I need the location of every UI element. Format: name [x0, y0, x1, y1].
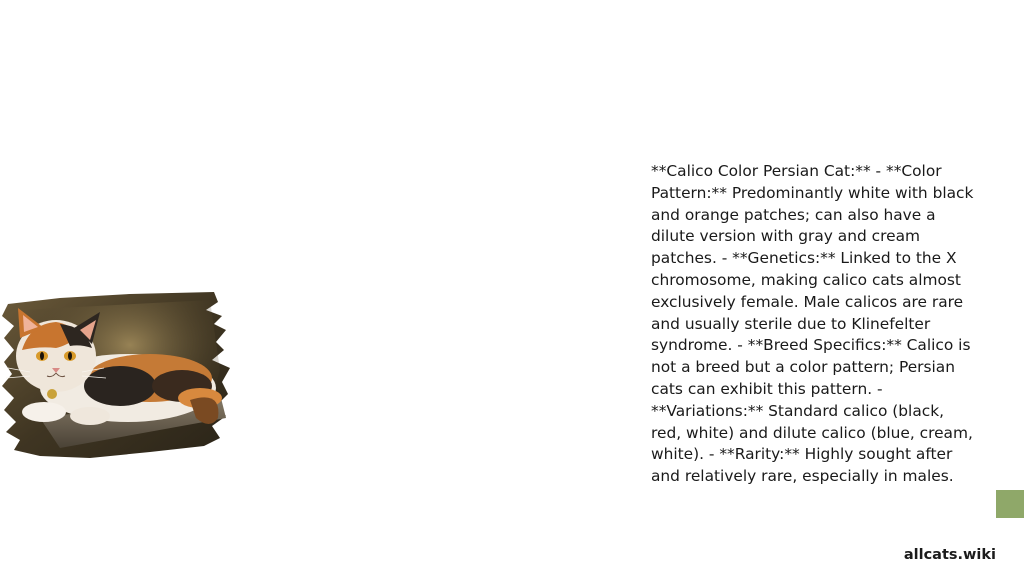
- site-name: allcats.wiki: [903, 547, 996, 563]
- calico-persian-cat-image: [0, 290, 232, 460]
- accent-block: [996, 490, 1024, 518]
- calico-persian-description: **Calico Color Persian Cat:** - **Color Pattern:** Predominantly white with black and orange patches; can also have a dilute version with gray and cream patches. - **Genetics:** Linked to the X chromosome, making calico cats almost exclusively female. Male calicos are rare and usually sterile due to Klinefelter syndrome. - **Breed Specifics:** Calico is not a breed but a color pattern; Persian cats can exhibit this pattern. - **Variations:** Standard calico (black, red, white) and dilute calico (blue, cream, white). - **Rarity:** Highly sought after and relatively rare, especially in males.: [651, 162, 974, 486]
